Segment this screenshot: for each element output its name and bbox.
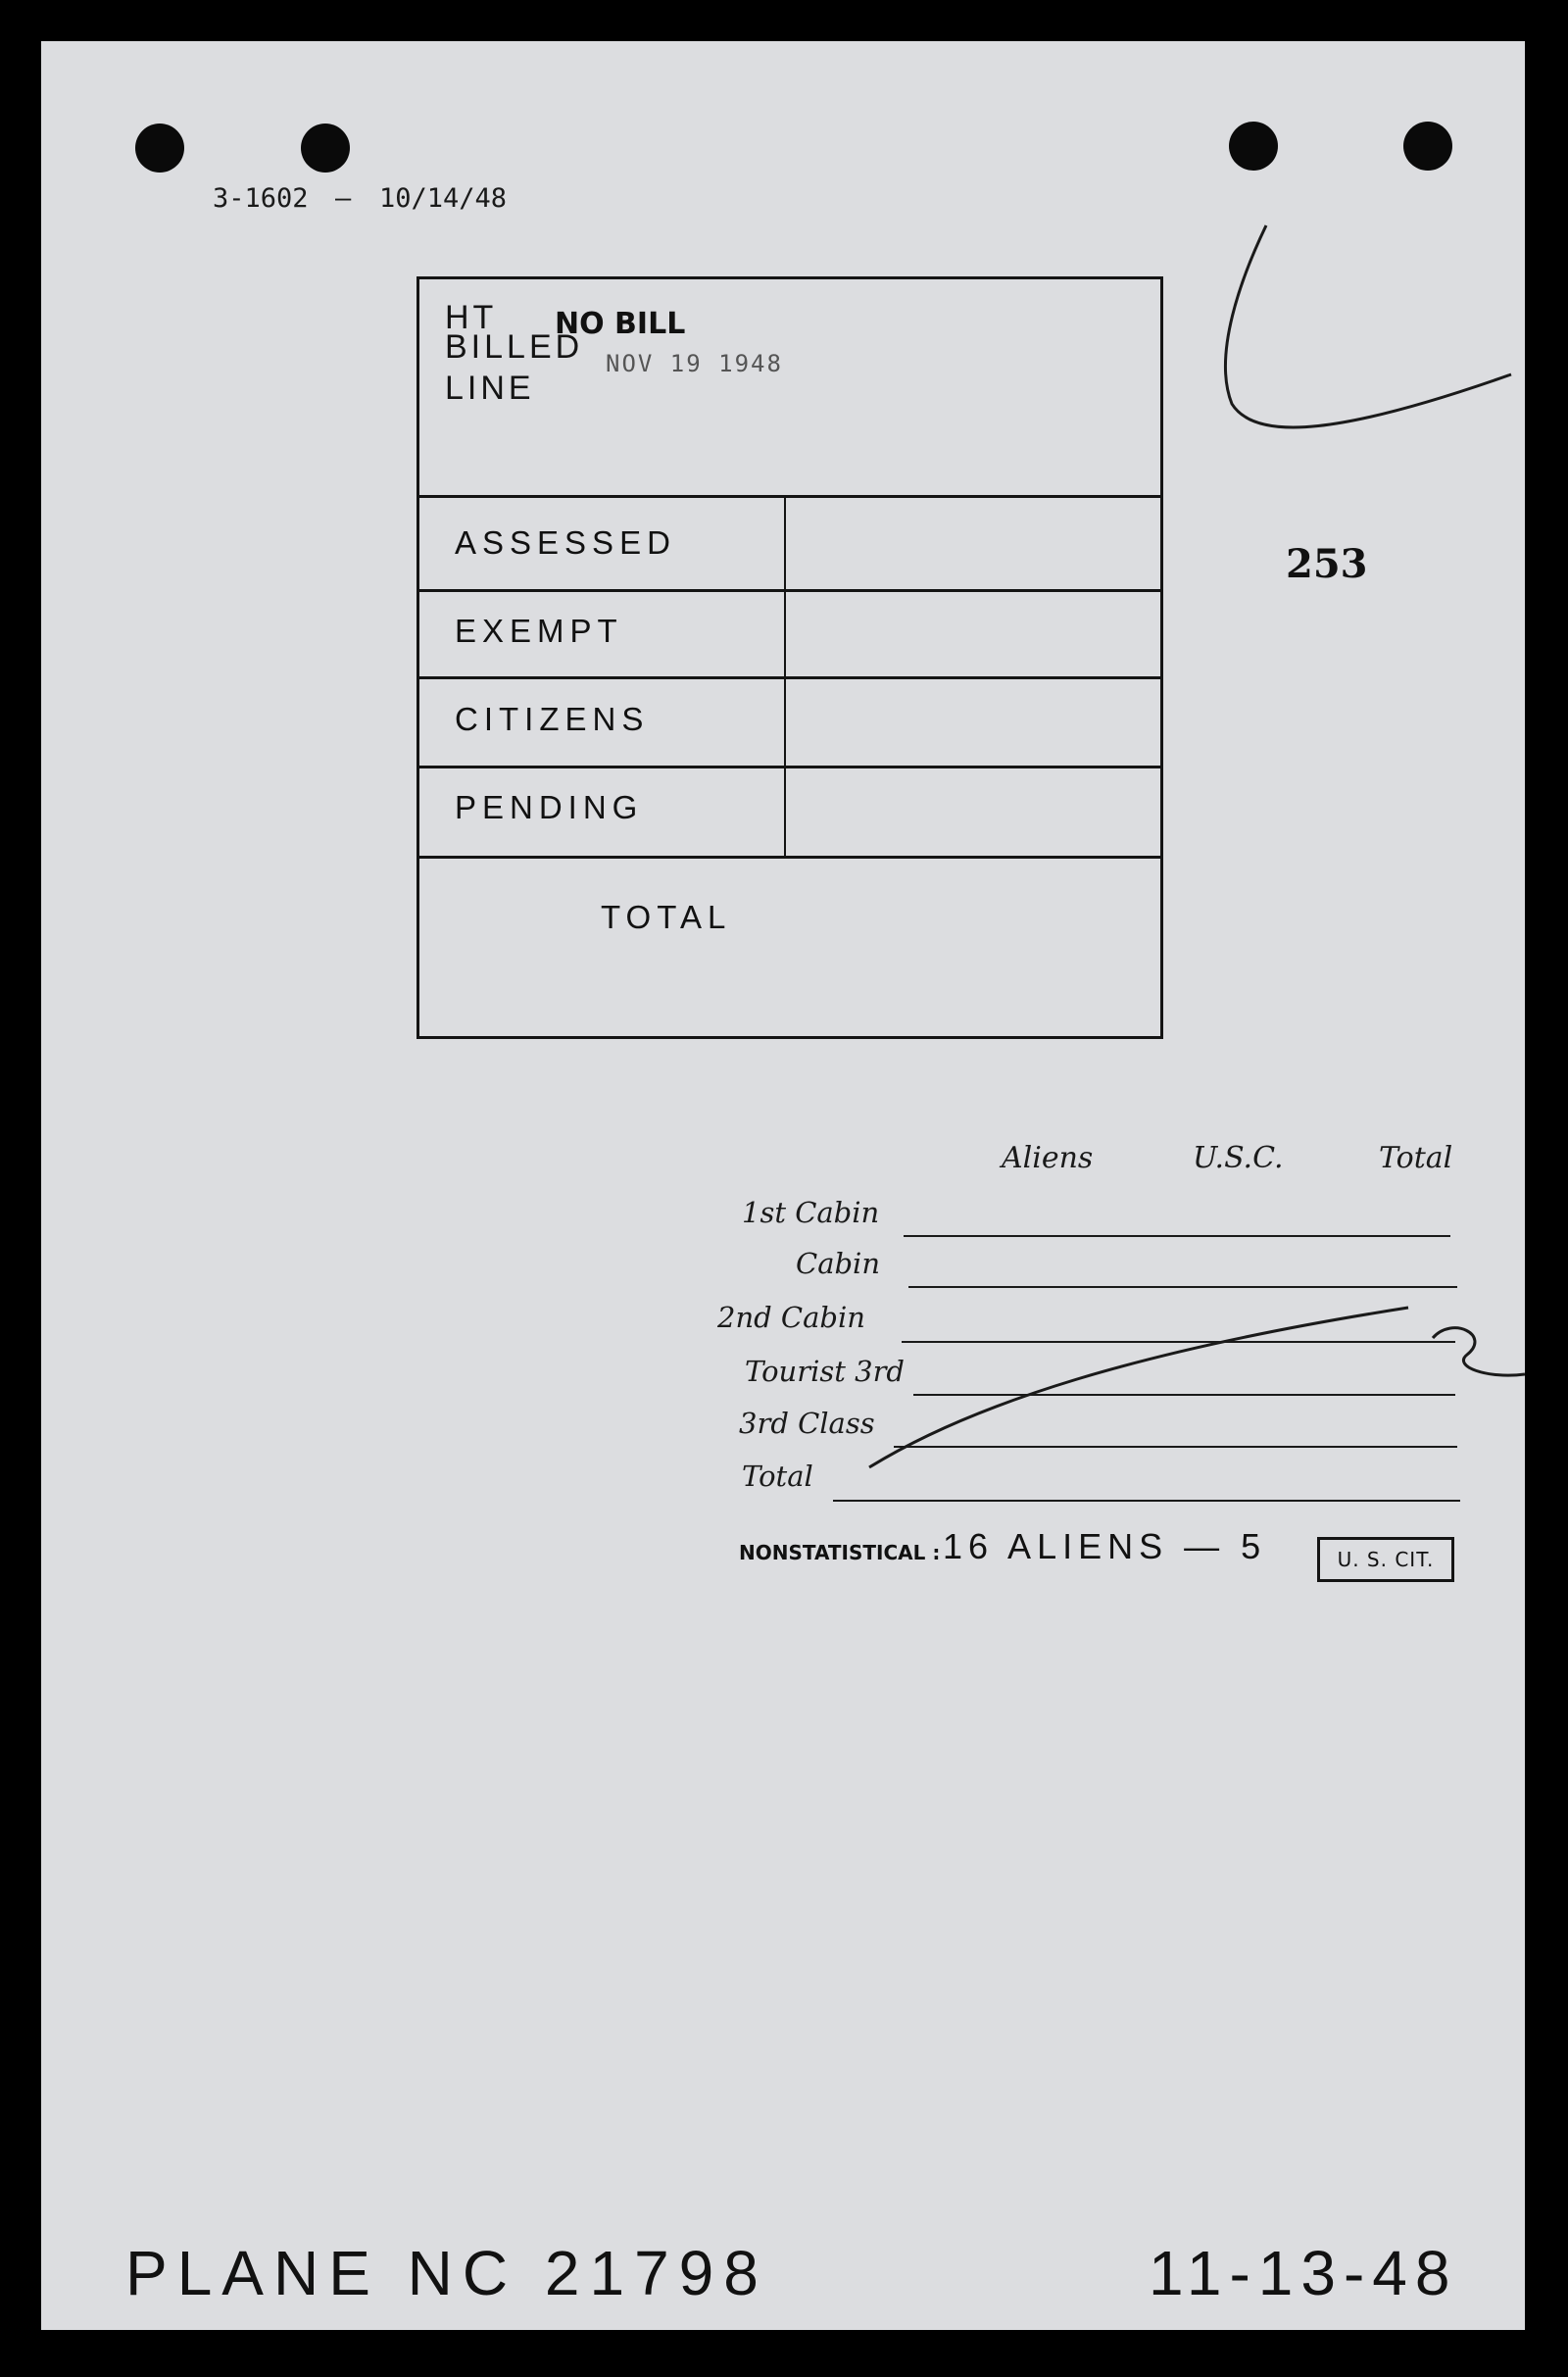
us-cit-box: U. S. CIT. xyxy=(1317,1537,1454,1582)
check-mark-stroke xyxy=(1225,225,1511,427)
plane-number: PLANE NC 21798 xyxy=(125,2238,768,2308)
document-page xyxy=(41,41,1525,2330)
reference-number: 3-1602 xyxy=(213,183,309,214)
total-label: TOTAL xyxy=(601,899,732,935)
strike-through-stroke xyxy=(869,1308,1408,1467)
pen-marks xyxy=(41,41,1525,2330)
row-label-cabin: Cabin xyxy=(796,1247,880,1280)
row-label-tourist-3rd: Tourist 3rd xyxy=(745,1355,905,1388)
row-label-total: Total xyxy=(742,1460,813,1493)
row-label-exempt: EXEMPT xyxy=(455,613,623,649)
footer-date: 11-13-48 xyxy=(1149,2238,1458,2308)
column-header-usc: U.S.C. xyxy=(1193,1141,1284,1175)
side-number: 253 xyxy=(1286,541,1368,587)
head-line-ht: HT xyxy=(445,299,498,336)
stamp-date: NOV 19 1948 xyxy=(606,350,783,377)
reference-date: 10/14/48 xyxy=(379,183,508,214)
reference-dash: — xyxy=(335,183,352,214)
column-header-aliens: Aliens xyxy=(1002,1141,1094,1175)
head-line-line: LINE xyxy=(445,370,535,407)
nonstatistical-label: NONSTATISTICAL : xyxy=(739,1541,941,1564)
column-header-total: Total xyxy=(1379,1141,1453,1175)
row-label-pending: PENDING xyxy=(455,789,644,825)
row-label-assessed: ASSESSED xyxy=(455,524,676,561)
head-line-billed: BILLED xyxy=(445,328,584,366)
no-bill-stamp: NO BILL xyxy=(555,307,686,341)
curl-mark-stroke xyxy=(1433,1328,1525,1375)
row-label-3rd-class: 3rd Class xyxy=(739,1407,875,1440)
row-label-1st-cabin: 1st Cabin xyxy=(742,1196,880,1229)
row-label-2nd-cabin: 2nd Cabin xyxy=(717,1301,865,1334)
row-label-citizens: CITIZENS xyxy=(455,701,650,737)
nonstatistical-value: 16 ALIENS — 5 xyxy=(943,1526,1267,1566)
